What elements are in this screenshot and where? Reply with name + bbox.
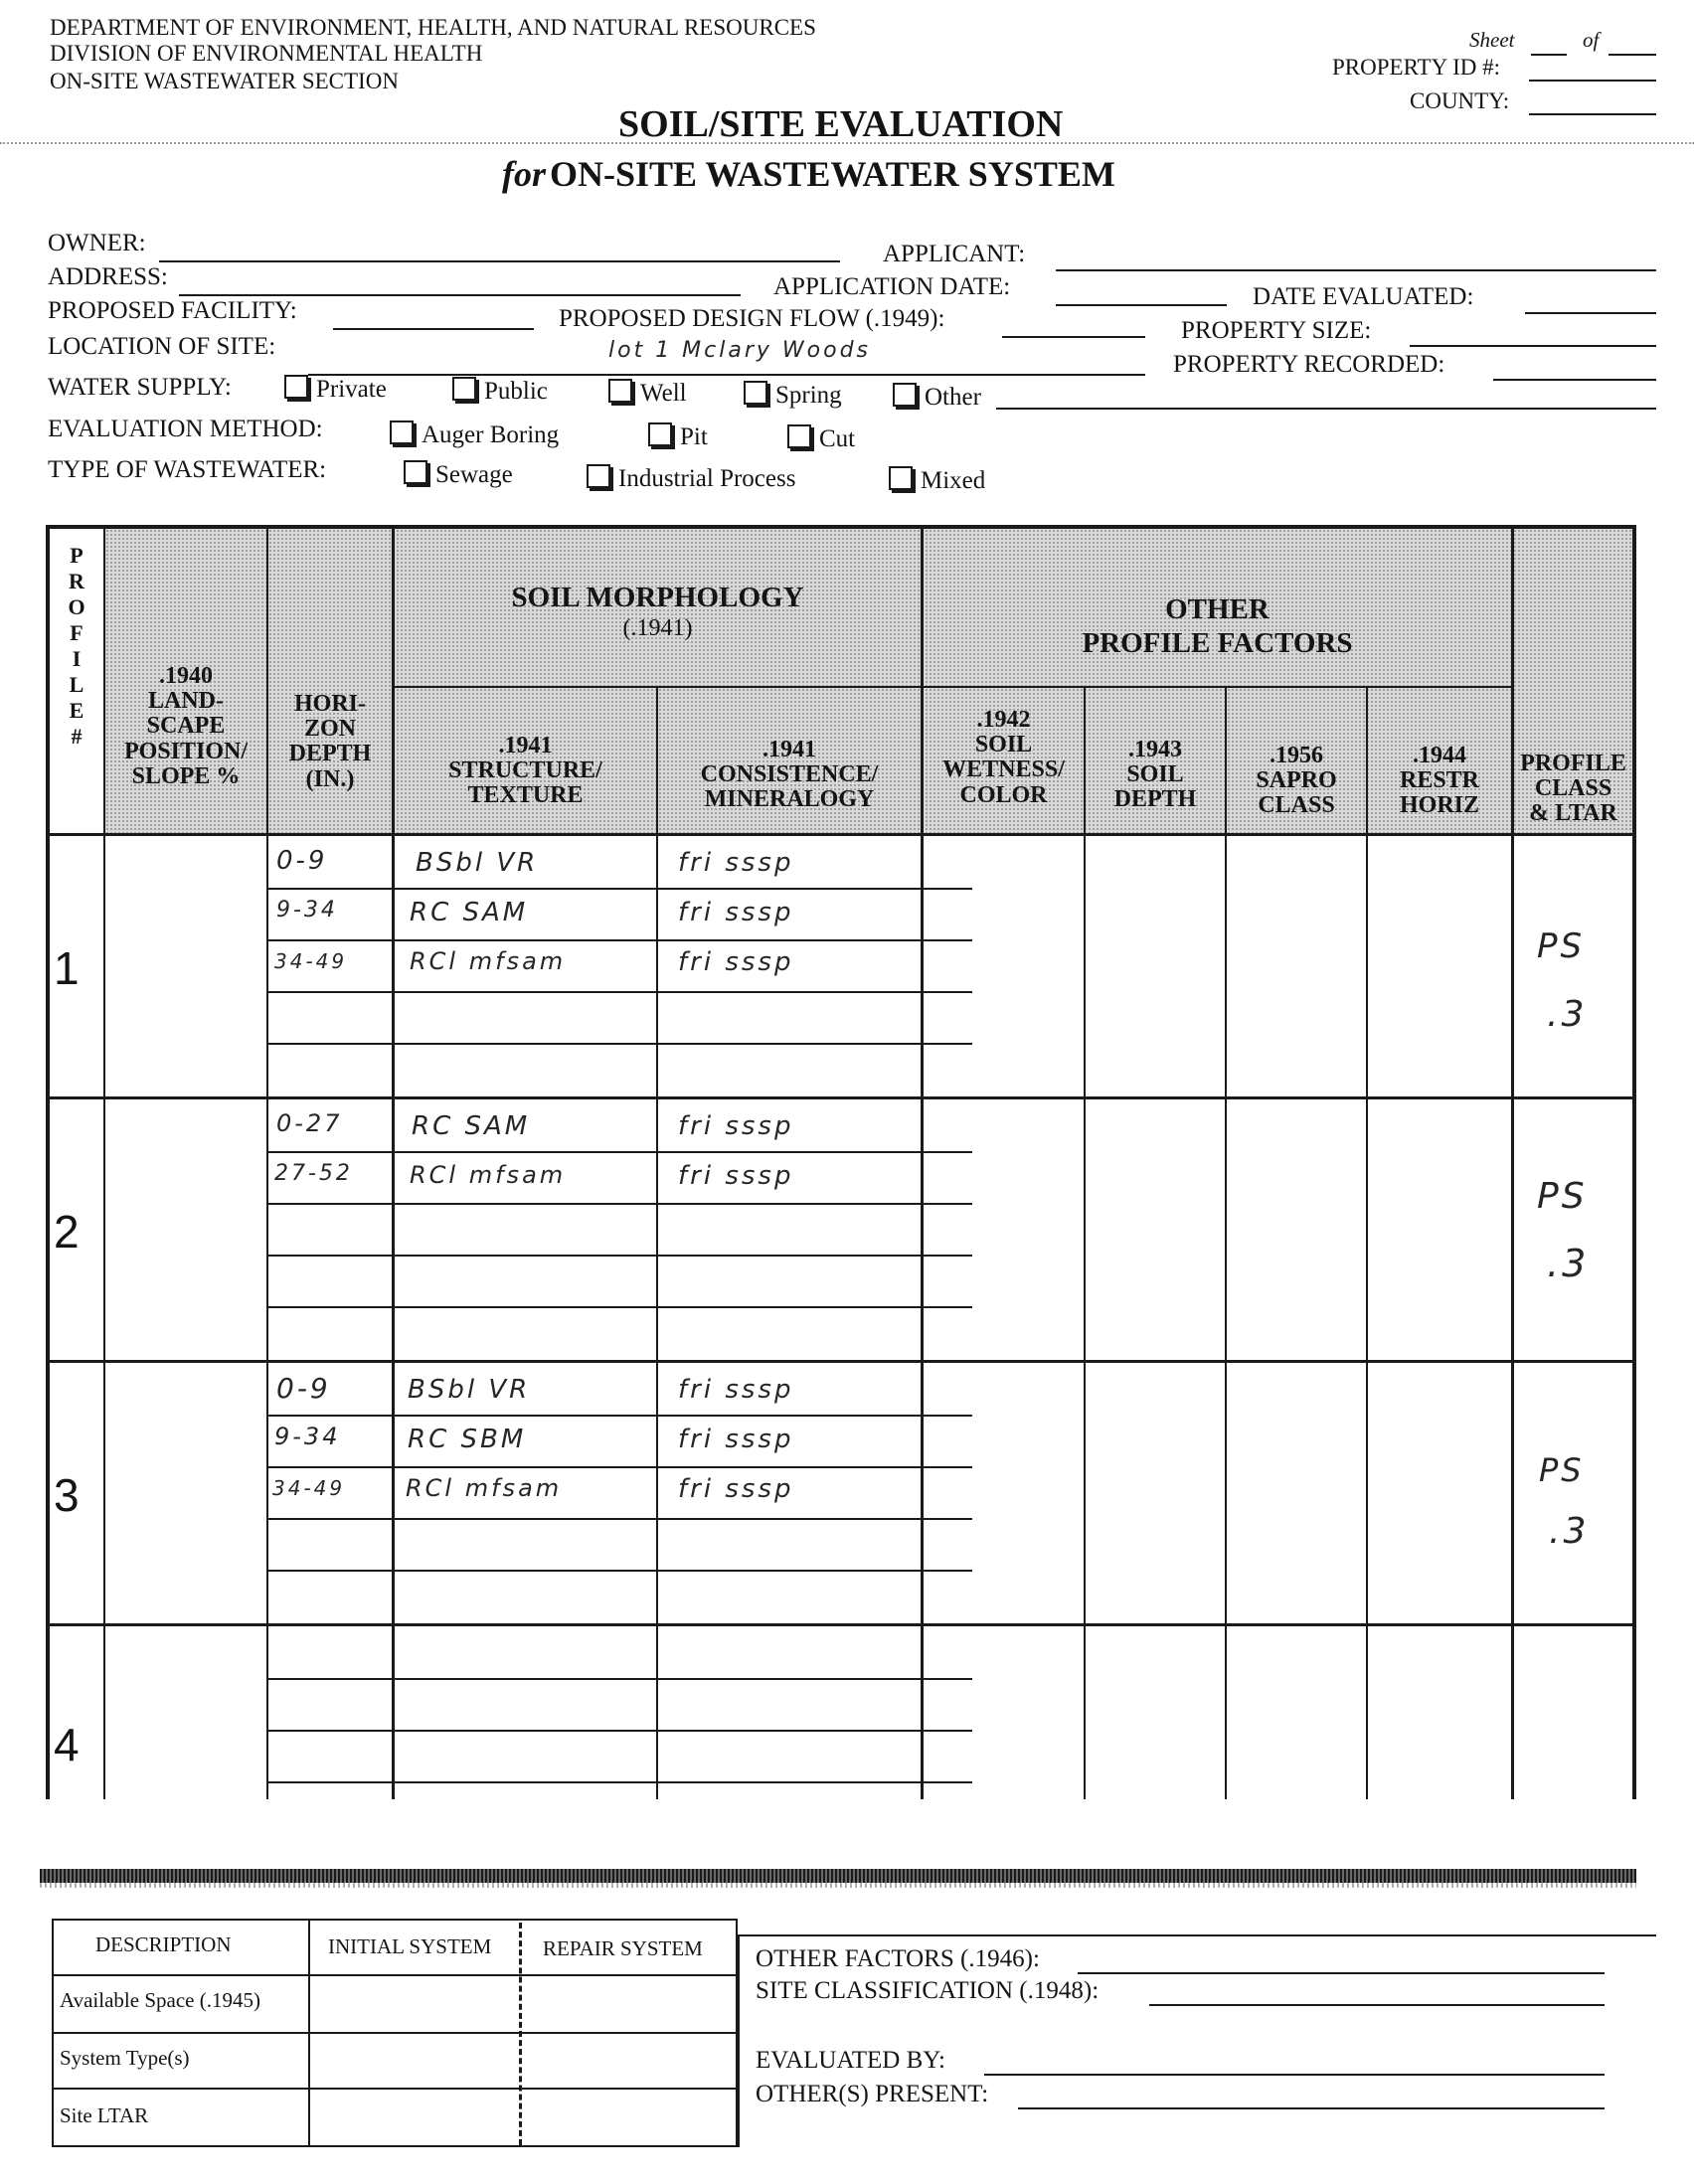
repair-system-header: REPAIR SYSTEM bbox=[543, 1936, 703, 1960]
others-present-label: OTHER(S) PRESENT: bbox=[756, 2081, 989, 2107]
water-supply-well[interactable]: Well bbox=[608, 379, 687, 406]
site-classification-label: SITE CLASSIFICATION (.1948): bbox=[756, 1977, 1100, 2004]
horizon-row-rule bbox=[266, 1570, 972, 1572]
location-handwriting: lot 1 Mclary Woods bbox=[608, 338, 872, 363]
hatched-divider-fade bbox=[40, 1883, 1636, 1888]
table-top-border bbox=[46, 525, 1636, 529]
available-space-initial-cell[interactable] bbox=[312, 1978, 517, 2030]
landscape-position-header: .1940 LAND- SCAPE POSITION/ SLOPE % bbox=[123, 663, 249, 789]
ltar-value: .3 bbox=[1547, 994, 1588, 1035]
design-flow-label: PROPOSED DESIGN FLOW (.1949): bbox=[559, 305, 945, 332]
other-factors-label: OTHER FACTORS (.1946): bbox=[756, 1945, 1040, 1972]
horizon-row-rule bbox=[266, 1203, 972, 1205]
profile-number: 2 bbox=[54, 1206, 80, 1258]
section-name: ON-SITE WASTEWATER SECTION bbox=[50, 69, 399, 93]
evaluation-auger-boring[interactable]: Auger Boring bbox=[390, 420, 559, 447]
county-label: COUNTY: bbox=[1410, 88, 1510, 113]
soil-morphology-header: SOIL MORPHOLOGY (.1941) bbox=[511, 582, 804, 642]
evaluated-by-field[interactable] bbox=[984, 2074, 1605, 2076]
applicant-label: APPLICANT: bbox=[883, 241, 1026, 267]
other-profile-factors-header: OTHER PROFILE FACTORS bbox=[1082, 593, 1353, 660]
subtitle-for: for bbox=[502, 154, 546, 194]
structure-cell: BSbl VR bbox=[408, 1375, 531, 1405]
horizon-row-rule bbox=[266, 991, 972, 993]
profile-number: 1 bbox=[54, 942, 80, 994]
form-title: SOIL/SITE EVALUATION bbox=[618, 103, 1064, 145]
wastewater-type-label: TYPE OF WASTEWATER: bbox=[48, 456, 327, 483]
structure-cell: RC SAM bbox=[412, 1111, 531, 1141]
horizon-row-rule bbox=[266, 1151, 972, 1153]
department-name: DEPARTMENT OF ENVIRONMENT, HEALTH, AND NATURAL RESOURCES bbox=[50, 15, 816, 40]
application-date-label: APPLICATION DATE: bbox=[773, 273, 1011, 300]
water-supply-private[interactable]: Private bbox=[284, 375, 387, 402]
soil-wetness-header: .1942 SOIL WETNESS/ COLOR bbox=[942, 707, 1065, 808]
profile-number-header: P R O F I L E # bbox=[68, 543, 85, 749]
water-supply-public[interactable]: Public bbox=[452, 377, 548, 404]
wastewater-sewage[interactable]: Sewage bbox=[404, 460, 513, 487]
ltar-value: .3 bbox=[1547, 1242, 1590, 1285]
summary-row-rule bbox=[52, 2032, 738, 2034]
sapro-class-header: .1956 SAPRO CLASS bbox=[1256, 743, 1337, 819]
horizon-row-rule bbox=[266, 1730, 972, 1732]
sheet-of-label: of bbox=[1583, 28, 1600, 52]
available-space-repair-cell[interactable] bbox=[525, 1978, 734, 2030]
structure-texture-header: .1941 STRUCTURE/ TEXTURE bbox=[448, 733, 602, 809]
profile-class-value: PS bbox=[1537, 926, 1586, 966]
others-present-field[interactable] bbox=[1018, 2107, 1605, 2109]
site-box-top-border bbox=[738, 1934, 1656, 1936]
date-evaluated-label: DATE EVALUATED: bbox=[1253, 283, 1474, 310]
site-ltar-repair-cell[interactable] bbox=[525, 2092, 734, 2143]
consistence-cell: fri sssp bbox=[678, 1425, 794, 1454]
summary-col-rule-dashed bbox=[519, 1923, 522, 2145]
horizon-row-rule bbox=[266, 1678, 972, 1680]
horizon-row-rule bbox=[266, 1415, 972, 1417]
horizon-row-rule bbox=[266, 1518, 972, 1520]
site-ltar-initial-cell[interactable] bbox=[312, 2092, 517, 2143]
description-header: DESCRIPTION bbox=[95, 1932, 232, 1956]
horizon-depth-cell: 34-49 bbox=[274, 949, 348, 973]
hatched-divider bbox=[40, 1869, 1636, 1883]
available-space-label: Available Space (.1945) bbox=[60, 1988, 260, 2012]
profile-class-value: PS bbox=[1537, 1176, 1588, 1217]
consistence-cell: fri sssp bbox=[678, 1474, 794, 1504]
profile-number: 3 bbox=[54, 1469, 80, 1521]
consistence-cell: fri sssp bbox=[678, 947, 794, 977]
horizon-row-rule bbox=[266, 1306, 972, 1308]
water-supply-spring[interactable]: Spring bbox=[744, 381, 842, 408]
structure-cell: BSbl VR bbox=[416, 848, 539, 878]
consistence-cell: fri sssp bbox=[678, 848, 794, 878]
horizon-row-rule bbox=[266, 1255, 972, 1257]
owner-label: OWNER: bbox=[48, 230, 146, 256]
evaluation-cut[interactable]: Cut bbox=[787, 424, 855, 451]
system-types-initial-cell[interactable] bbox=[312, 2036, 517, 2086]
structure-cell: RC SBM bbox=[408, 1425, 527, 1454]
profile-2-block bbox=[50, 1099, 1632, 1360]
system-types-repair-cell[interactable] bbox=[525, 2036, 734, 2086]
horizon-depth-cell: 34-49 bbox=[272, 1476, 346, 1500]
summary-bottom-border bbox=[52, 2145, 738, 2147]
profile-1-block bbox=[50, 836, 1632, 1096]
location-label: LOCATION OF SITE: bbox=[48, 333, 276, 360]
initial-system-header: INITIAL SYSTEM bbox=[328, 1934, 492, 1958]
site-box-left-border bbox=[738, 1934, 740, 2147]
consistence-mineralogy-header: .1941 CONSISTENCE/ MINERALOGY bbox=[700, 737, 879, 813]
restrictive-horizon-header: .1944 RESTR HORIZ bbox=[1399, 743, 1480, 819]
wastewater-mixed[interactable]: Mixed bbox=[889, 466, 985, 493]
profile-class-ltar-header: PROFILE CLASS & LTAR bbox=[1520, 751, 1626, 827]
horizon-row-rule bbox=[266, 1781, 972, 1783]
structure-cell: RCl mfsam bbox=[410, 947, 567, 975]
horizon-row-rule bbox=[266, 939, 972, 941]
evaluated-by-label: EVALUATED BY: bbox=[756, 2047, 945, 2074]
consistence-cell: fri sssp bbox=[678, 898, 794, 927]
water-supply-label: WATER SUPPLY: bbox=[48, 374, 232, 401]
horizon-row-rule bbox=[266, 888, 972, 890]
address-label: ADDRESS: bbox=[48, 263, 168, 290]
profile-4-block bbox=[50, 1626, 1632, 1799]
profile-class-value: PS bbox=[1539, 1451, 1585, 1489]
system-types-label: System Type(s) bbox=[60, 2046, 190, 2070]
other-factors-field[interactable] bbox=[1078, 1972, 1605, 1974]
ltar-value: .3 bbox=[1549, 1511, 1590, 1552]
consistence-cell: fri sssp bbox=[678, 1161, 794, 1191]
structure-cell: RCl mfsam bbox=[410, 1161, 567, 1189]
wastewater-industrial[interactable]: Industrial Process bbox=[587, 464, 795, 491]
structure-cell: RCl mfsam bbox=[406, 1474, 563, 1502]
profile-3-block bbox=[50, 1363, 1632, 1623]
property-size-label: PROPERTY SIZE: bbox=[1181, 317, 1372, 344]
site-ltar-label: Site LTAR bbox=[60, 2103, 149, 2127]
table-right-border bbox=[1632, 525, 1636, 1799]
header-subdivider bbox=[394, 686, 1513, 688]
water-supply-other[interactable]: Other bbox=[893, 383, 981, 410]
sheet-label: Sheet bbox=[1469, 28, 1515, 52]
consistence-cell: fri sssp bbox=[678, 1111, 794, 1141]
division-name: DIVISION OF ENVIRONMENTAL HEALTH bbox=[50, 41, 483, 66]
property-id-label: PROPERTY ID #: bbox=[1332, 55, 1501, 80]
consistence-cell: fri sssp bbox=[678, 1375, 794, 1405]
subtitle-text: ON-SITE WASTEWATER SYSTEM bbox=[550, 154, 1115, 194]
horizon-depth-cell: 0-27 bbox=[276, 1109, 343, 1137]
property-recorded-label: PROPERTY RECORDED: bbox=[1173, 351, 1445, 378]
horizon-depth-cell: 0-9 bbox=[276, 1372, 331, 1405]
evaluation-pit[interactable]: Pit bbox=[648, 422, 708, 449]
horizon-row-rule bbox=[266, 1466, 972, 1468]
proposed-facility-label: PROPOSED FACILITY: bbox=[48, 297, 297, 324]
horizon-depth-cell: 27-52 bbox=[274, 1161, 353, 1186]
horizon-depth-header: HORI- ZON DEPTH (IN.) bbox=[288, 691, 372, 792]
structure-cell: RC SAM bbox=[410, 898, 529, 927]
profile-number: 4 bbox=[54, 1719, 80, 1770]
horizon-depth-cell: 9-34 bbox=[274, 1423, 341, 1450]
summary-top-border bbox=[52, 1919, 738, 1921]
summary-row-rule bbox=[52, 1974, 738, 1976]
summary-row-rule bbox=[52, 2088, 738, 2090]
horizon-depth-cell: 9-34 bbox=[276, 898, 338, 923]
horizon-depth-cell: 0-9 bbox=[276, 846, 328, 876]
soil-depth-header: .1943 SOIL DEPTH bbox=[1113, 737, 1197, 813]
evaluation-method-label: EVALUATION METHOD: bbox=[48, 416, 323, 442]
site-classification-field[interactable] bbox=[1149, 2004, 1605, 2006]
horizon-row-rule bbox=[266, 1043, 972, 1045]
